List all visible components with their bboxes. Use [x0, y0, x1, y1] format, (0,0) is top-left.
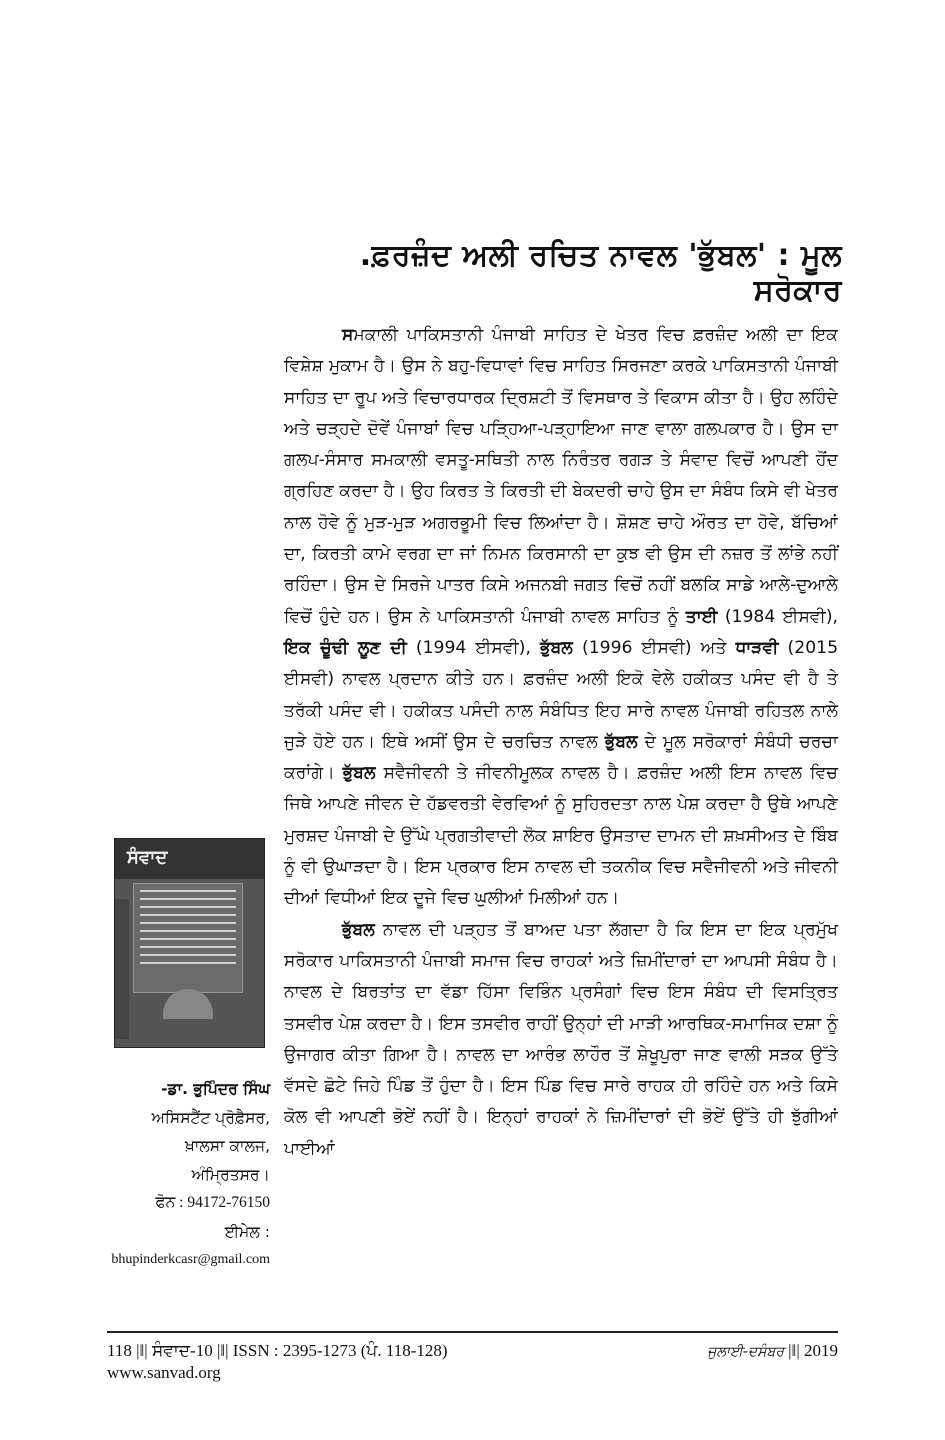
para1-text-2: (1984 ਈਸਵੀ), — [717, 606, 838, 627]
novel-title-bhubbal: ਭੁੱਬਲ — [540, 637, 573, 658]
novel-title-bhubbal: ਭੁੱਬਲ — [342, 763, 376, 784]
article-body — [284, 320, 838, 1165]
paragraph-1 — [284, 320, 838, 915]
para1-text-1: ਮਕਾਲੀ ਪਾਕਿਸਤਾਨੀ ਪੰਜਾਬੀ ਸਾਹਿਤ ਦੇ ਖੇਤਰ ਵਿਚ ਫ਼ਰਜ਼ੰਦ ਅਲੀ ਦਾ ਇਕ ਵਿਸ਼ੇਸ਼ ਮੁਕਾਮ ਹੈ। ਉਸ ਨੇ ਬਹੁ-ਵਿਧਾਵਾਂ ਵਿਚ ਸਾਹਿਤ ਸਿਰਜਣਾ ਕਰਕੇ ਪਾਕਿਸਤਾਨੀ ਪੰਜਾਬੀ ਸਾਹਿਤ ਦਾ ਰੂਪ ਅਤੇ ਵਿਚਾਰਧਾਰਕ ਦ੍ਰਿਸ਼ਟੀ ਤੋਂ ਵਿਸਥਾਰ ਤੇ ਵਿਕਾਸ ਕੀਤਾ ਹੈ। ਉਹ ਲਹਿੰਦੇ ਅਤੇ ਚੜ੍ਹਦੇ ਦੋਵੇਂ ਪੰਜਾਬਾਂ ਵਿਚ ਪੜ੍ਹਿਆ-ਪੜ੍ਹਾਇਆ ਜਾਣ ਵਾਲਾ ਗਲਪਕਾਰ ਹੈ। ਉਸ ਦਾ ਗਲਪ-ਸੰਸਾਰ ਸਮਕਾਲੀ ਵਸਤੂ-ਸਥਿਤੀ ਨਾਲ ਨਿਰੰਤਰ ਰਗੜ ਤੇ ਸੰਵਾਦ ਵਿਚੋਂ ਆਪਣੀ ਹੋਂਦ ਗ੍ਰਹਿਣ ਕਰਦਾ ਹੈ। ਉਹ ਕਿਰਤ ਤੇ ਕਿਰਤੀ ਦੀ ਬੇਕਦਰੀ ਚਾਹੇ ਉਸ ਦਾ ਸੰਬੰਧ ਕਿਸੇ ਵੀ ਖੇਤਰ ਨਾਲ ਹੋਵੇ ਨੂੰ ਮੁੜ-ਮੁੜ ਅਗਰਭੂਮੀ ਵਿਚ ਲਿਆਂਦਾ ਹੈ। ਸ਼ੋਸ਼ਣ ਚਾਹੇ ਔਰਤ ਦਾ ਹੋਵੇ, ਬੱਚਿਆਂ ਦਾ, ਕਿਰਤੀ ਕਾਮੇ ਵਰਗ ਦਾ ਜਾਂ ਨਿਮਨ ਕਿਰਸਾਨੀ ਦਾ ਕੁਝ ਵੀ ਉਸ ਦੀ ਨਜ਼ਰ ਤੋਂ ਲਾਂਭੇ ਨਹੀਂ ਰਹਿੰਦਾ। ਉਸ ਦੇ ਸਿਰਜੇ ਪਾਤਰ ਕਿਸੇ ਅਜਨਬੀ ਜਗਤ ਵਿਚੋਂ ਨਹੀਂ ਬਲਕਿ ਸਾਡੇ ਆਲੇ-ਦੁਆਲੇ ਵਿਚੋਂ ਹੁੰਦੇ ਹਨ। ਉਸ ਨੇ ਪਾਕਿਸਤਾਨੀ ਪੰਜਾਬੀ ਨਾਵਲ ਸਾਹਿਤ ਨੂੰ — [284, 325, 838, 627]
para1-text-3: (1994 ਈਸਵੀ), — [406, 637, 541, 658]
novel-title-ik-chundhi: ਇਕ ਚੂੰਢੀ ਲੂਣ ਦੀ — [284, 637, 407, 658]
paragraph-2 — [284, 915, 838, 1165]
footer-website: www.sanvad.org — [107, 1363, 221, 1382]
cover-logo: ਸੰਵਾਦ — [127, 847, 168, 868]
article-title: .ਫ਼ਰਜ਼ੰਦ ਅਲੀ ਰਚਿਤ ਨਾਵਲ 'ਭੁੱਬਲ' : ਮੂਲ ਸਰੋਕਾਰ — [359, 238, 842, 308]
para1-text-7: ਸਵੈਜੀਵਨੀ ਤੇ ਜੀਵਨੀਮੂਲਕ ਨਾਵਲ ਹੈ। ਫ਼ਰਜ਼ੰਦ ਅਲੀ ਇਸ ਨਾਵਲ ਵਿਚ ਜਿਥੇ ਆਪਣੇ ਜੀਵਨ ਦੇ ਹੱਡਵਰਤੀ ਵੇਰਵਿਆਂ ਨੂੰ ਸੁਹਿਰਦਤਾ ਨਾਲ ਪੇਸ਼ ਕਰਦਾ ਹੈ ਉਥੇ ਆਪਣੇ ਮੁਰਸ਼ਦ ਪੰਜਾਬੀ ਦੇ ਉੱਘੇ ਪ੍ਰਗਤੀਵਾਦੀ ਲੋਕ ਸ਼ਾਇਰ ਉਸਤਾਦ ਦਾਮਨ ਦੀ ਸ਼ਖ਼ਸੀਅਤ ਦੇ ਬਿੰਬ ਨੂੰ ਵੀ ਉਘਾੜਦਾ ਹੈ। ਇਸ ਪ੍ਰਕਾਰ ਇਸ ਨਾਵਲ ਦੀ ਤਕਨੀਕ ਵਿਚ ਸਵੈਜੀਵਨੀ ਅਤੇ ਜੀਵਨੀ ਦੀਆਂ ਵਿਧੀਆਂ ਇਕ ਦੂਜੇ ਵਿਚ ਘੁਲੀਆਂ ਮਿਲੀਆਂ ਹਨ। — [284, 763, 838, 909]
author-name: -ਡਾ. ਭੁਪਿੰਦਰ ਸਿੰਘ — [161, 1080, 270, 1098]
footer-right — [707, 1340, 838, 1363]
author-designation: ਅਸਿਸਟੈਂਟ ਪ੍ਰੋਫ਼ੈਸਰ, — [151, 1108, 270, 1127]
author-phone: ਫੋਨ : 94172-76150 — [155, 1194, 270, 1211]
cover-building-image — [163, 989, 213, 1019]
footer-left — [107, 1340, 448, 1384]
footer-months: ਜੁਲਾਈ-ਦਸੰਬਰ — [707, 1344, 784, 1360]
novel-title-bhubbal: ਭੁੱਬਲ — [604, 731, 638, 752]
journal-cover-image — [114, 838, 265, 1048]
author-email-label: ਈਮੇਲ : — [224, 1222, 270, 1241]
novel-title-bhubbal: ਭੁੱਬਲ — [342, 919, 375, 940]
author-college: ਖ਼ਾਲਸਾ ਕਾਲਜ, — [185, 1137, 270, 1155]
author-city: ਅੰਮ੍ਰਿਤਸਰ। — [191, 1165, 270, 1184]
novel-title-tai: ਤਾਈ — [685, 606, 718, 627]
author-block — [100, 1075, 270, 1275]
footer-year: |‖| 2019 — [783, 1341, 838, 1360]
author-email: bhupinderkcasr@gmail.com — [111, 1252, 270, 1267]
para2-text-1: ਨਾਵਲ ਦੀ ਪੜ੍ਹਤ ਤੋਂ ਬਾਅਦ ਪਤਾ ਲੱਗਦਾ ਹੈ ਕਿ ਇਸ ਦਾ ਇਕ ਪ੍ਰਮੁੱਖ ਸਰੋਕਾਰ ਪਾਕਿਸਤਾਨੀ ਪੰਜਾਬੀ ਸਮਾਜ ਵਿਚ ਰਾਹਕਾਂ ਅਤੇ ਜ਼ਿਮੀਂਦਾਰਾਂ ਦਾ ਆਪਸੀ ਸੰਬੰਧ ਹੈ। ਨਾਵਲ ਦੇ ਬਿਰਤਾਂਤ ਦਾ ਵੱਡਾ ਹਿੱਸਾ ਵਿਭਿੰਨ ਪ੍ਰਸੰਗਾਂ ਵਿਚ ਇਸ ਸੰਬੰਧ ਦੀ ਵਿਸਤ੍ਰਿਤ ਤਸਵੀਰ ਪੇਸ਼ ਕਰਦਾ ਹੈ। ਇਸ ਤਸਵੀਰ ਰਾਹੀਂ ਉਨ੍ਹਾਂ ਦੀ ਮਾੜੀ ਆਰਥਿਕ-ਸਮਾਜਿਕ ਦਸ਼ਾ ਨੂੰ ਉਜਾਗਰ ਕੀਤਾ ਗਿਆ ਹੈ। ਨਾਵਲ ਦਾ ਆਰੰਭ ਲਾਹੌਰ ਤੋਂ ਸ਼ੇਖੂਪੁਰਾ ਜਾਣ ਵਾਲੀ ਸੜਕ ਉੱਤੇ ਵੱਸਦੇ ਛੋਟੇ ਜਿਹੇ ਪਿੰਡ ਤੋਂ ਹੁੰਦਾ ਹੈ। ਇਸ ਪਿੰਡ ਵਿਚ ਸਾਰੇ ਰਾਹਕ ਹੀ ਰਹਿੰਦੇ ਹਨ ਅਤੇ ਕਿਸੇ ਕੋਲ ਵੀ ਆਪਣੀ ਭੋਏਂ ਨਹੀਂ ਹੈ। ਇਨ੍ਹਾਂ ਰਾਹਕਾਂ ਨੇ ਜ਼ਿਮੀਂਦਾਰਾਂ ਦੀ ਭੋਏਂ ਉੱਤੇ ਹੀ ਝੁੱਗੀਆਂ ਪਾਈਆਂ — [284, 919, 838, 1159]
drop-cap: ਸ — [342, 325, 354, 345]
para1-text-6: ਦੇ ਮੂਲ ਸਰੋਕਾਰਾਂ ਸੰਬੰਧੀ ਚਰਚਾ ਕਰਾਂਗੇ। — [284, 731, 838, 784]
footer-issue-info: 118 |‖| ਸੰਵਾਦ-10 |‖| ISSN : 2395-1273 (ਪੰ. 118-128) — [107, 1341, 448, 1360]
footer-divider — [107, 1331, 838, 1333]
cover-side-band — [115, 899, 129, 1039]
para1-text-5: (2015 ਈਸਵੀ) ਨਾਵਲ ਪ੍ਰਦਾਨ ਕੀਤੇ ਹਨ। ਫ਼ਰਜ਼ੰਦ ਅਲੀ ਇਕੋ ਵੇਲੇ ਹਕੀਕਤ ਪਸੰਦ ਵੀ ਹੈ ਤੇ ਤਰੱਕੀ ਪਸੰਦ ਵੀ। ਹਕੀਕਤ ਪਸੰਦੀ ਨਾਲ ਸੰਬੰਧਿਤ ਇਹ ਸਾਰੇ ਨਾਵਲ ਪੰਜਾਬੀ ਰਹਿਤਲ ਨਾਲੇ ਜੁੜੇ ਹੋਏ ਹਨ। ਇਥੇ ਅਸੀਂ ਉਸ ਦੇ ਚਰਚਿਤ ਨਾਵਲ — [284, 637, 839, 752]
para1-text-4: (1996 ਈਸਵੀ) ਅਤੇ — [572, 637, 736, 658]
cover-contents-panel — [133, 883, 243, 993]
novel-title-dharvi: ਧਾੜਵੀ — [735, 637, 779, 658]
